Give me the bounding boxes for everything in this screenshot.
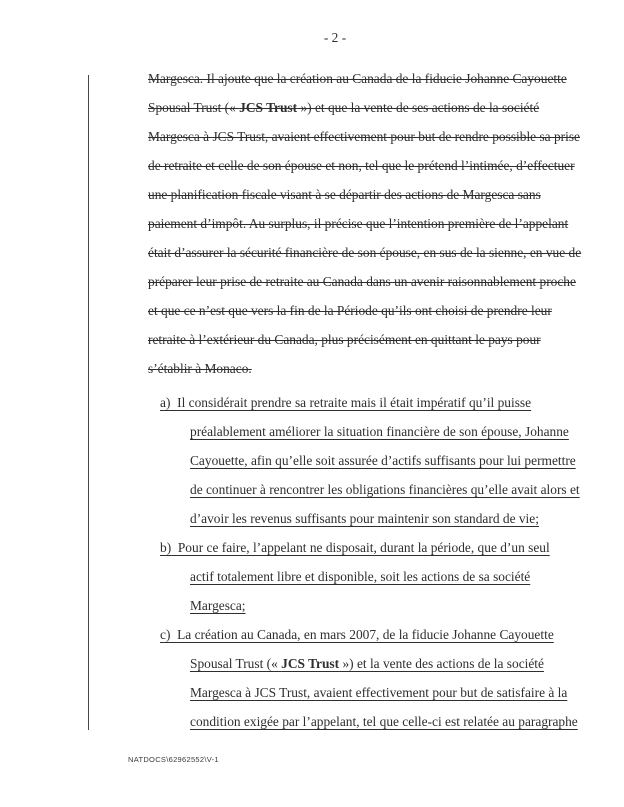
paragraph-line: paiement d’impôt. Au surplus, il précise que l’intention première de l’appelant (148, 216, 569, 231)
paragraph-line: Margesca. Il ajoute que la création au Canada de la fiducie Johanne Cayouette (148, 71, 567, 86)
document-body (148, 64, 582, 736)
paragraph-line: préparer leur prise de retraite au Canada dans un avenir raisonnablement proche (148, 274, 576, 289)
list-item-line: de continuer à rencontrer les obligations financières qu’elle avait alors et (190, 482, 580, 497)
revision-change-bar (88, 75, 89, 730)
list-item-segment: ») et la vente des actions de la société (339, 656, 544, 671)
defined-term: JCS Trust (281, 656, 340, 671)
paragraph-line: Margesca à JCS Trust, avaient effectivement pour but de rendre possible sa prise (148, 129, 580, 144)
list-item-line: condition exigée par l’appelant, tel que celle-ci est relatée au paragraphe (190, 714, 578, 729)
inserted-list (148, 388, 580, 736)
list-item-text: La création au Canada, en mars 2007, de la fiducie Johanne Cayouette (177, 627, 554, 642)
list-item-line: préalablement améliorer la situation financière de son épouse, Johanne (190, 424, 569, 439)
list-item-a (160, 388, 580, 533)
list-item-label: a) (160, 395, 171, 410)
list-item-label: b) (160, 540, 172, 555)
paragraph-line: s’établir à Monaco. (148, 361, 252, 376)
list-item-line: actif totalement libre et disponible, soit les actions de sa société (190, 569, 531, 584)
paragraph-line: une planification fiscale visant à se départir des actions de Margesca sans (148, 187, 541, 202)
paragraph-line (148, 93, 560, 122)
list-item-line: Margesca à JCS Trust, avaient effectivement pour but de satisfaire à la (190, 685, 568, 700)
paragraph-line: de retraite et celle de son épouse et non, tel que le prétend l’intimée, d’effectuer (148, 158, 575, 173)
list-item-line (160, 620, 560, 649)
defined-term: JCS Trust (239, 100, 298, 115)
list-item-text: Pour ce faire, l’appelant ne disposait, durant la période, que d’un seul (177, 540, 550, 555)
list-item-label: c) (160, 627, 171, 642)
doc-id-footer: NATDOCS\62962552\V-1 (128, 755, 219, 764)
list-item-line: d’avoir les revenus suffisants pour maintenir son standard de vie; (190, 511, 539, 526)
list-item-line (160, 533, 560, 562)
list-item-line (160, 649, 560, 678)
list-item-line: Margesca; (190, 598, 246, 613)
page-number: - 2 - (323, 30, 347, 45)
paragraph-line: et que ce n’est que vers la fin de la Période qu’ils ont choisi de prendre leur (148, 303, 552, 318)
list-item-text: Il considérait prendre sa retraite mais il était impératif qu’il puisse (177, 395, 532, 410)
list-item-segment: Spousal Trust (« (190, 656, 282, 671)
paragraph-line: était d’assurer la sécurité financière de son épouse, en sus de la sienne, en vue de (148, 245, 582, 260)
struck-paragraph (148, 64, 582, 383)
paragraph-line: retraite à l’extérieur du Canada, plus précisément en quittant le pays pour (148, 332, 541, 347)
paragraph-segment: ») et que la vente de ses actions de la société (297, 100, 540, 115)
list-item-c (160, 620, 578, 736)
list-item-line: Cayouette, afin qu’elle soit assurée d’actifs suffisants pour lui permettre (190, 453, 576, 468)
list-item-b (160, 533, 560, 620)
paragraph-segment: Spousal Trust (« (148, 100, 240, 115)
list-item-line (160, 388, 560, 417)
